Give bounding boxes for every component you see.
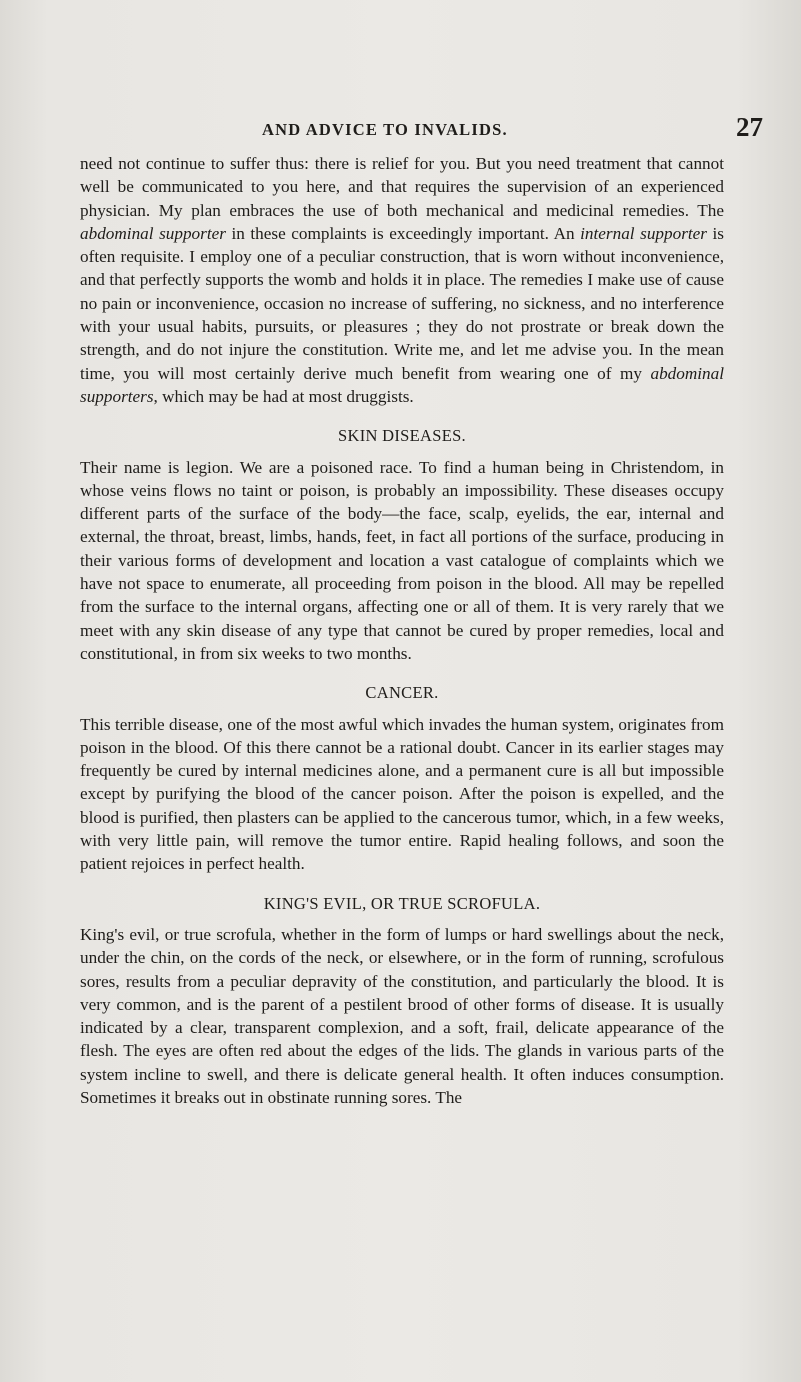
running-head: AND ADVICE TO INVALIDS. [262,120,508,139]
paragraph-kings-evil: King's evil, or true scrofula, whether in the form of lumps or hard swellings about the neck, under the chin, on the cords of the neck, or elsewhere, or in the form of running, scrofulous sores, results from a peculiar depravity of the constitution, and particularly the blood. It is very common, and is the parent of a pestilent brood of other forms of disease. It is usually indicated by a clear, transparent complexion, and a soft, frail, delicate appearance of the flesh. The eyes are often red about the edges of the lids. The glands in various parts of the system incline to swell, and there is delicate general health. It often induces consumption. Sometimes it breaks out in obstinate running sores. The [80,924,724,1107]
paragraph-continuation [80,152,724,408]
text-run: is often requisite. I employ one of a peculiar construction, that is worn without inconvenience, and that perfectly supports the womb and holds it in place. The remedies I make use of cause no pain or inconvenience, occasion no increase of suffering, no sickness, and no interference with your usual habits, pursuits, or pleasures ; they do not prostrate or break down the strength, and do not injure the constitution. Write me, and let me advise you. In the mean time, you will most certainly derive much benefit from wearing one of my [80,223,725,383]
paragraph-skin-diseases: Their name is legion. We are a poisoned race. To find a human being in Christendom, in whose veins flows no taint or poison, is probably an impossibility. These diseases occupy different parts of the surface of the body—the face, scalp, eyelids, the ear, internal and external, the throat, breast, limbs, hands, feet, in fact all portions of the surface, producing in their various forms of development and location a vast catalogue of complaints which we have not space to enumerate, all proceeding from poison in the blood. All may be repelled from the surface to the internal organs, affecting one or all of them. It is very rarely that we meet with any skin disease of any type that cannot be cured by proper remedies, local and constitutional, in from six weeks to two months. [80,457,724,663]
paragraph-cancer: This terrible disease, one of the most awful which invades the human system, originates from poison in the blood. Of this there cannot be a rational doubt. Cancer in its earlier stages may frequently be cured by internal medicines alone, and a permanent cure is all but impossible except by purifying the blood of the cancer poison. After the poison is expelled, and the blood is purified, then plasters can be applied to the cancerous tumor, which, in a few weeks, with very little pain, will remove the tumor entire. Rapid healing follows, and soon the patient rejoices in perfect health. [80,714,724,874]
section-heading-cancer: CANCER. [365,683,439,703]
page-header [0,112,801,142]
section-heading-skin-diseases: SKIN DISEASES. [338,426,466,446]
text-run: need not continue to suffer thus: there is relief for you. But you need treatment that cannot well be communicated to you here, and that requires the supervision of an experienced physician. My plan embraces the use of both mechanical and medicinal remedies. The [80,154,724,220]
section-heading-kings-evil: KING'S EVIL, OR TRUE SCROFULA. [263,893,541,913]
italic-term: abdominal supporter [80,223,226,243]
text-run: , which may be had at most druggists. [153,386,414,406]
page-number: 27 [736,112,763,142]
page-body [80,152,724,1109]
italic-term: abdominal supporters [80,363,724,406]
italic-term: internal supporter [580,223,707,243]
text-run: in these complaints is exceedingly important. An [225,223,581,243]
